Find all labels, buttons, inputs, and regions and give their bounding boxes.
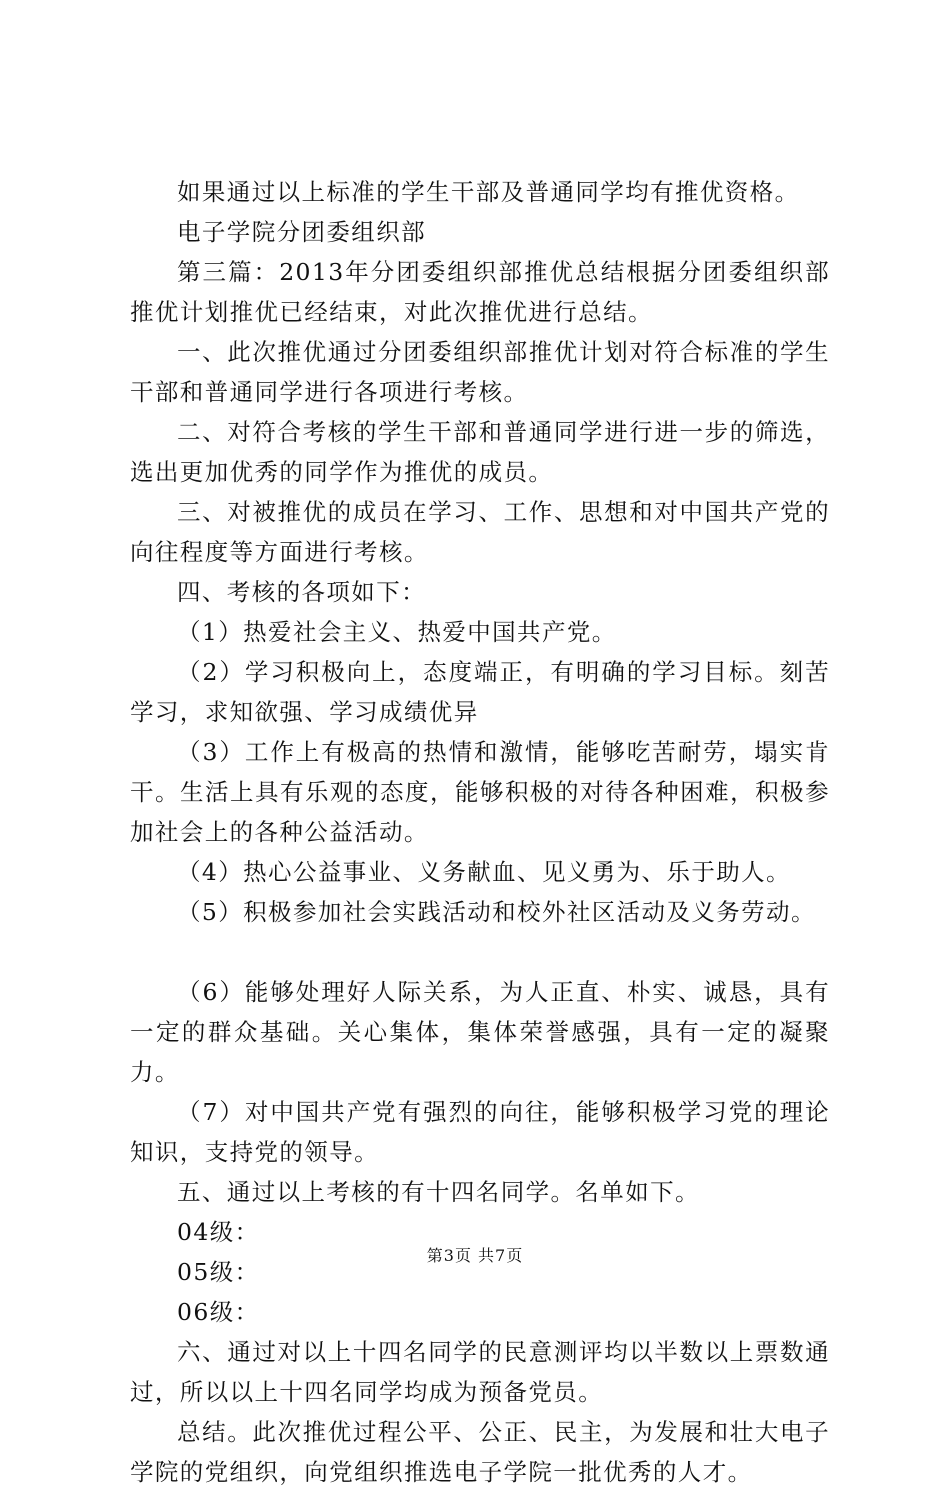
paragraph: 第三篇：2013年分团委组织部推优总结根据分团委组织部推优计划推优已经结束，对此次推优进行总结。	[130, 258, 830, 326]
list-item: （1）热爱社会主义、热爱中国共产党。	[177, 618, 617, 646]
paragraph: 四、考核的各项如下：	[177, 578, 426, 606]
paragraph: 电子学院分团委组织部	[177, 218, 426, 246]
paragraph: 三、对被推优的成员在学习、工作、思想和对中国共产党的向往程度等方面进行考核。	[130, 498, 830, 566]
paragraph: 如果通过以上标准的学生干部及普通同学均有推优资格。	[177, 178, 800, 206]
paragraph: 五、通过以上考核的有十四名同学。名单如下。	[177, 1178, 700, 1206]
paragraph: 六、通过对以上十四名同学的民意测评均以半数以上票数通过，所以以上十四名同学均成为预备党员。	[130, 1338, 830, 1406]
list-item: （3）工作上有极高的热情和激情，能够吃苦耐劳，塌实肯干。生活上具有乐观的态度，能够积极的对待各种困难，积极参加社会上的各种公益活动。	[130, 738, 830, 846]
list-item: （2）学习积极向上，态度端正，有明确的学习目标。刻苦学习，求知欲强、学习成绩优异	[130, 658, 830, 726]
grade-line: 06级：	[177, 1298, 260, 1326]
document-body	[130, 172, 830, 1492]
page-number-footer: 第3页 共7页	[426, 1246, 524, 1265]
list-item: （4）热心公益事业、义务献血、见义勇为、乐于助人。	[177, 858, 791, 886]
paragraph: 一、此次推优通过分团委组织部推优计划对符合标准的学生干部和普通同学进行各项进行考核。	[130, 338, 830, 406]
grade-line: 05级：	[177, 1258, 260, 1286]
paragraph: 总结。此次推优过程公平、公正、民主，为发展和壮大电子学院的党组织，向党组织推选电子学院一批优秀的人才。	[130, 1418, 830, 1486]
grade-line: 04级：	[177, 1218, 260, 1246]
list-item: （6）能够处理好人际关系，为人正直、朴实、诚恳，具有一定的群众基础。关心集体，集体荣誉感强，具有一定的凝聚力。	[130, 978, 830, 1086]
list-item: （5）积极参加社会实践活动和校外社区活动及义务劳动。	[177, 898, 816, 926]
paragraph: 二、对符合考核的学生干部和普通同学进行进一步的筛选，选出更加优秀的同学作为推优的成员。	[130, 418, 830, 486]
list-item: （7）对中国共产党有强烈的向往，能够积极学习党的理论知识，支持党的领导。	[130, 1098, 830, 1166]
